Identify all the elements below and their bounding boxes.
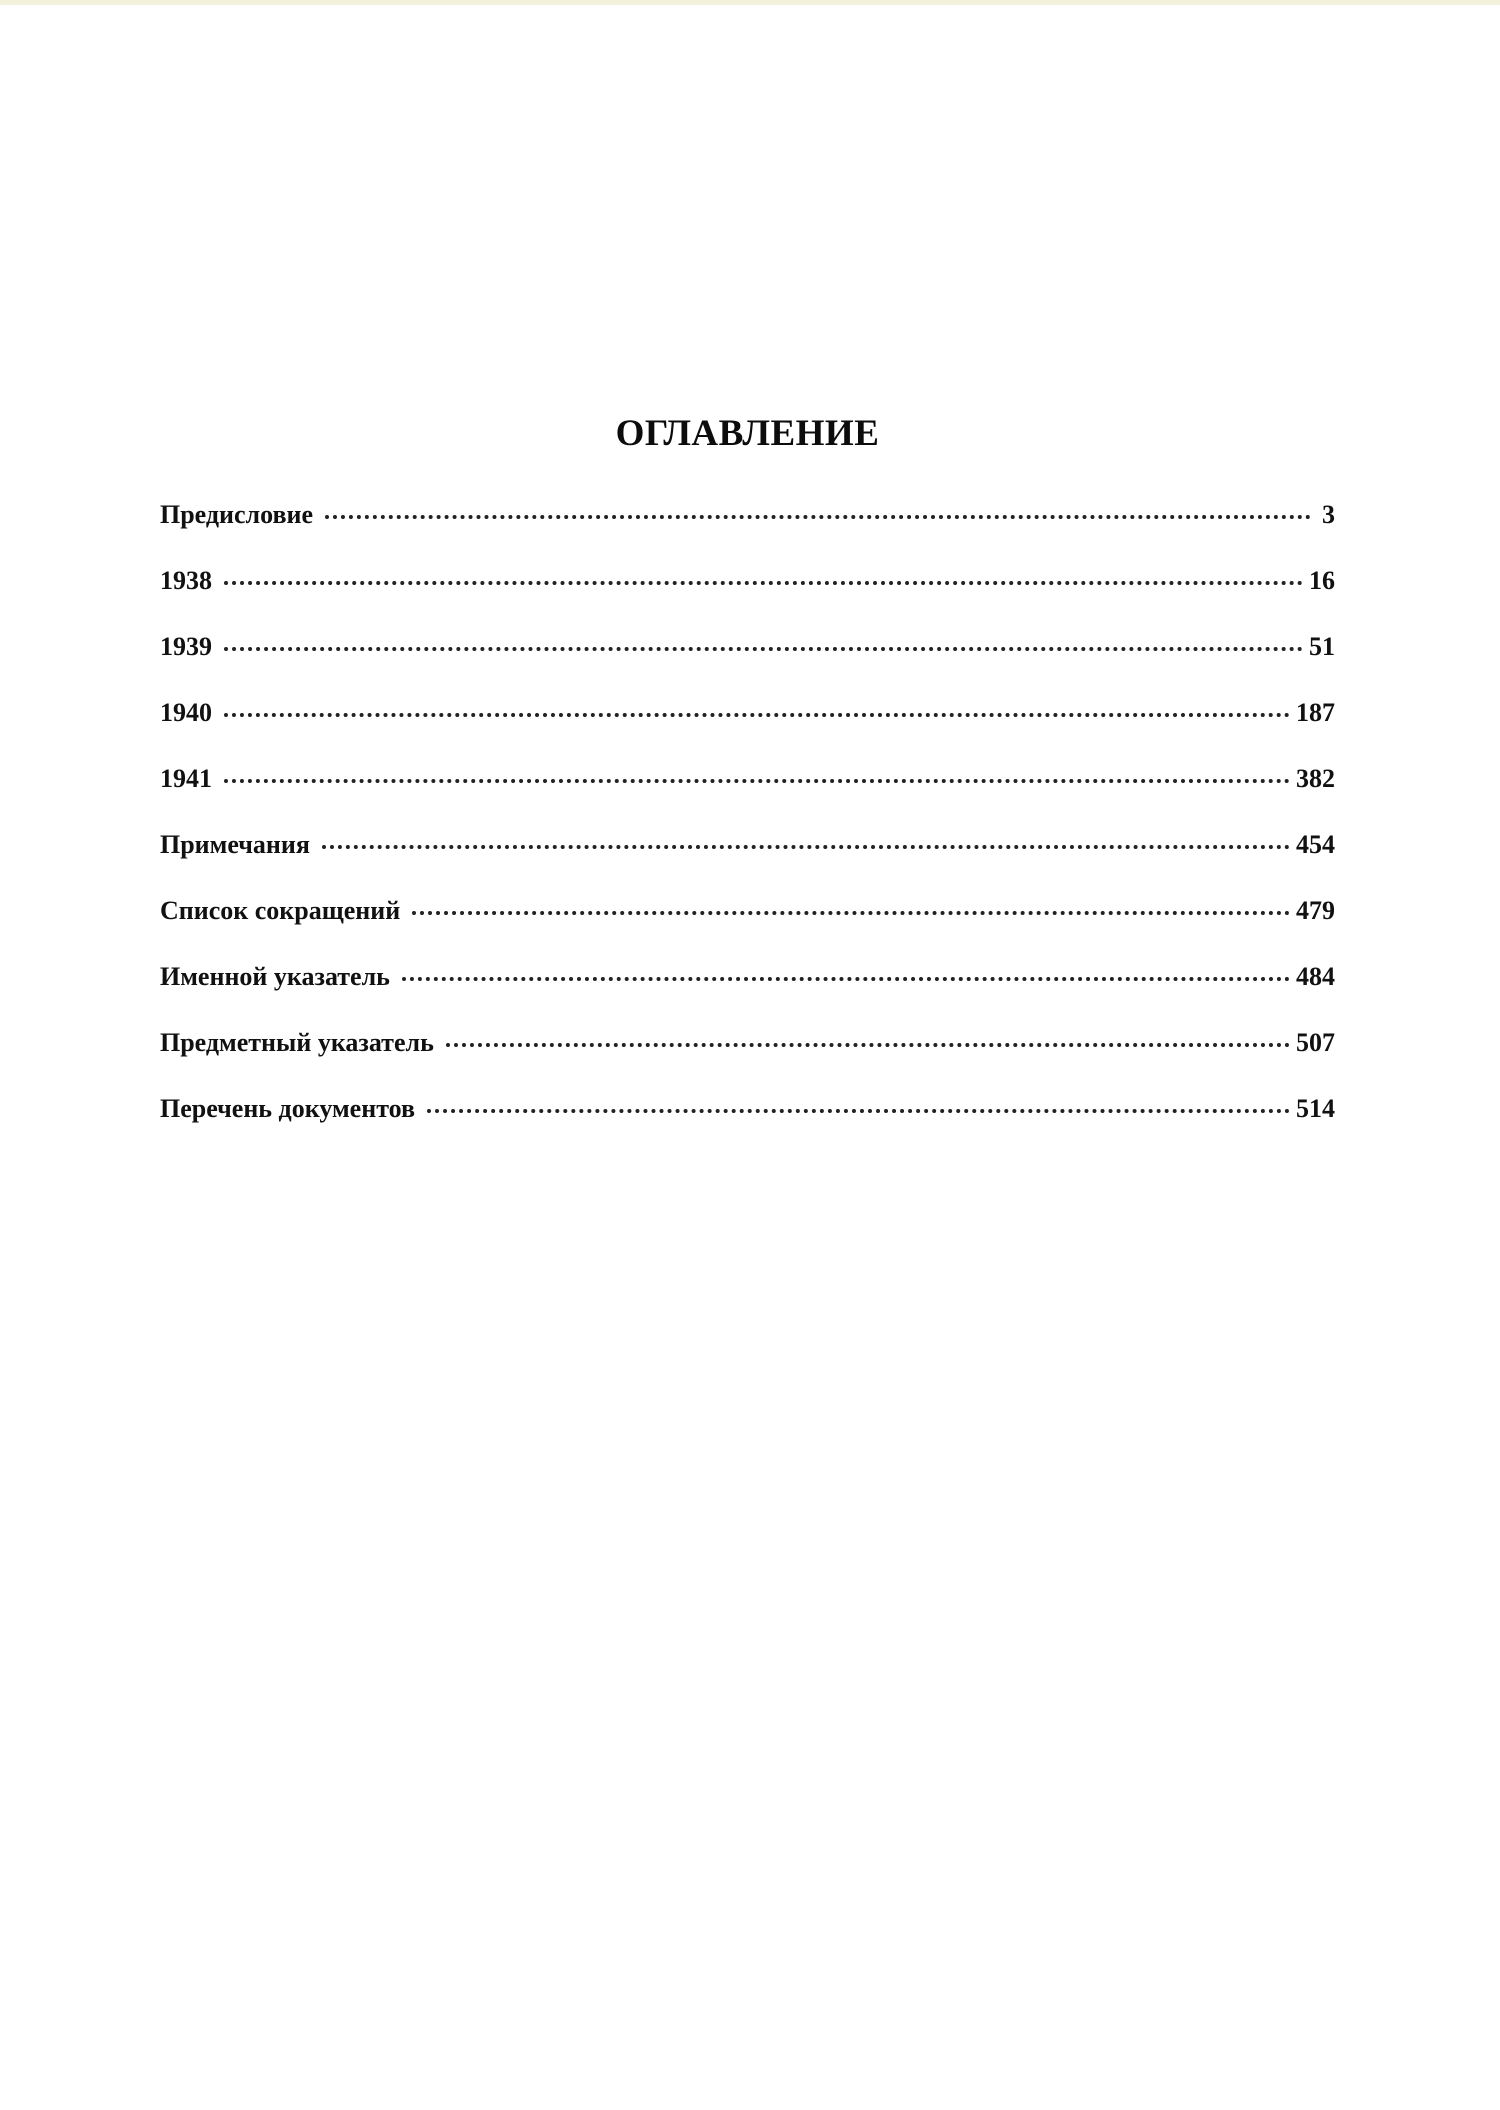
toc-entry-page: 51: [1309, 632, 1335, 661]
toc-entry-page: 187: [1296, 698, 1335, 727]
toc-entry-label: Предисловие: [160, 500, 314, 529]
dot-leader: [322, 845, 1290, 849]
toc-entry-1941[interactable]: [160, 764, 1335, 830]
toc-entry-page: 479: [1296, 896, 1335, 925]
dot-leader: [325, 515, 1311, 519]
toc-entry-notes[interactable]: [160, 830, 1335, 896]
toc-entry-abbreviations[interactable]: [160, 896, 1335, 962]
page-title: ОГЛАВЛЕНИЕ: [615, 413, 880, 454]
toc-entry-page: 454: [1296, 830, 1335, 859]
toc-entry-page: 484: [1296, 962, 1335, 991]
toc-entry-preface[interactable]: [160, 500, 1335, 566]
dot-leader: [402, 977, 1290, 981]
toc-entry-page: 382: [1296, 764, 1335, 793]
table-of-contents: [160, 415, 1335, 1160]
toc-list: [160, 500, 1335, 1160]
toc-entry-1939[interactable]: [160, 632, 1335, 698]
toc-entry-1938[interactable]: [160, 566, 1335, 632]
dot-leader: [224, 581, 1303, 585]
toc-entry-page: 16: [1309, 566, 1335, 595]
toc-entry-name-index[interactable]: [160, 962, 1335, 1028]
page-edge: [0, 0, 1500, 5]
toc-entry-label: Примечания: [160, 830, 310, 859]
toc-entry-label: 1941: [160, 764, 212, 793]
dot-leader: [224, 647, 1303, 651]
toc-entry-page: 514: [1296, 1094, 1335, 1123]
toc-entry-subject-index[interactable]: [160, 1028, 1335, 1094]
toc-entry-label: Предметный указатель: [160, 1028, 434, 1057]
toc-entry-label: Перечень документов: [160, 1094, 416, 1123]
toc-entry-label: 1939: [160, 632, 212, 661]
toc-entry-label: 1938: [160, 566, 212, 595]
toc-entry-page: 3: [1322, 500, 1335, 529]
toc-entry-page: 507: [1296, 1028, 1335, 1057]
dot-leader: [412, 911, 1290, 915]
dot-leader: [224, 779, 1290, 783]
toc-entry-label: Список сокращений: [160, 896, 401, 925]
toc-entry-label: 1940: [160, 698, 212, 727]
dot-leader: [224, 713, 1290, 717]
dot-leader: [446, 1043, 1290, 1047]
dot-leader: [427, 1109, 1290, 1113]
toc-entry-label: Именной указатель: [160, 962, 390, 991]
toc-entry-1940[interactable]: [160, 698, 1335, 764]
toc-entry-document-list[interactable]: [160, 1094, 1335, 1160]
